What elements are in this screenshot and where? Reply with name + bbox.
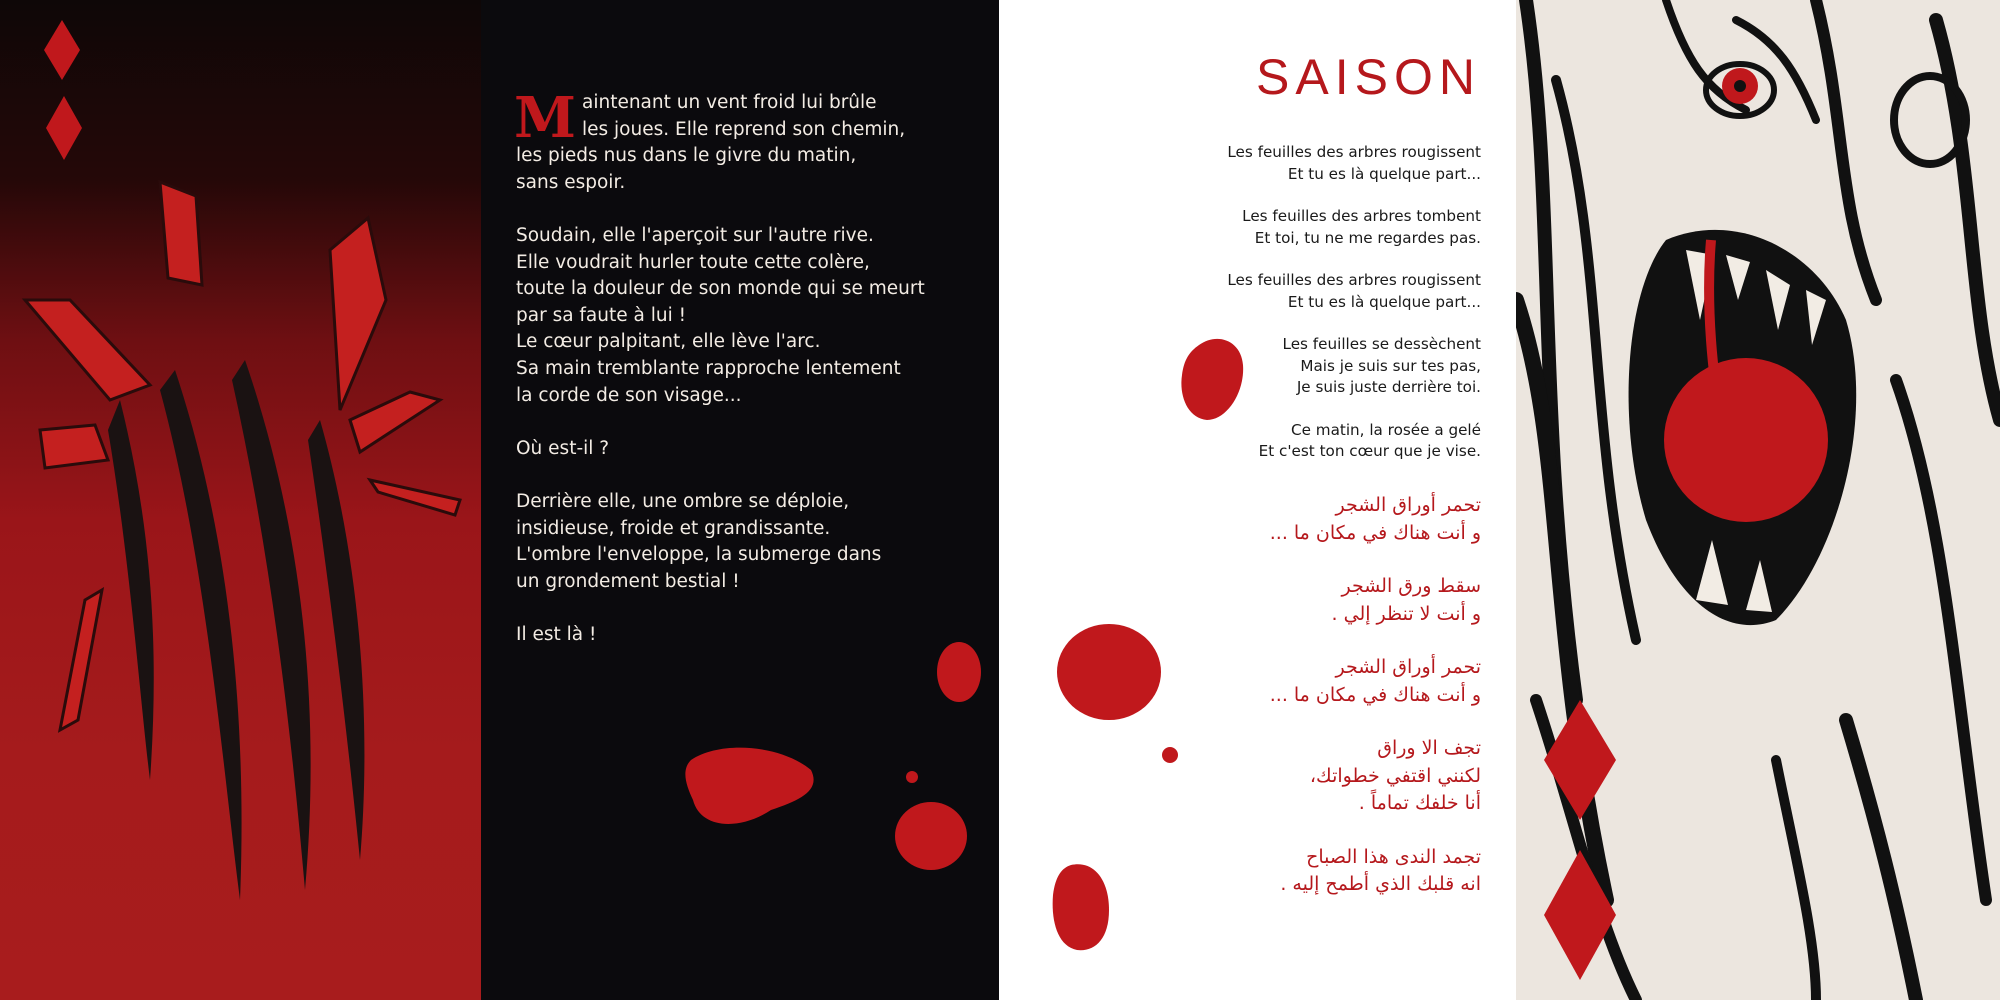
story-panel — [481, 0, 999, 1000]
poem-title: SAISON — [1256, 49, 1481, 105]
claw-illustration — [0, 0, 481, 1000]
french-stanza: Ce matin, la rosée a gelé Et c'est ton cœur que je vise. — [1258, 420, 1481, 460]
claw-mark-icon — [108, 360, 364, 900]
diamond-ornament-icon — [44, 20, 82, 160]
beast-illustration — [1516, 0, 2000, 1000]
beast-illustration-panel — [1516, 0, 2000, 1000]
french-stanzas — [1061, 142, 1481, 484]
arabic-stanza: تجف الا وراق لكنني اقتفي خطواتك، أنا خلفك تماماً . — [1309, 737, 1481, 814]
story-first-paragraph: aintenant un vent froid lui brûle les joues. Elle reprend son chemin, les pieds nus dans le givre du matin, sans espoir. — [516, 92, 906, 193]
splinter-shapes — [25, 182, 460, 730]
arabic-stanzas — [1061, 492, 1481, 925]
arabic-stanza: سقط ورق الشجر و أنت لا تنظر إلي . — [1331, 575, 1481, 625]
story-paragraph: Où est-il ? — [516, 437, 610, 459]
drop-cap: M — [514, 85, 576, 151]
blood-drop-icon — [937, 642, 981, 702]
french-stanza: Les feuilles des arbres rougissent Et tu es là quelque part... — [1227, 143, 1481, 183]
arabic-stanza: تحمر أوراق الشجر و أنت هناك في مكان ما ... — [1269, 656, 1481, 706]
story-paragraph: Il est là ! — [516, 623, 597, 645]
arabic-stanza: تجمد الندى هذا الصباح انه قلبك الذي أطمح إليه . — [1280, 845, 1481, 895]
french-stanza: Les feuilles des arbres tombent Et toi, tu ne me regardes pas. — [1242, 207, 1481, 247]
blood-drop-icon — [906, 771, 918, 783]
poem-panel — [999, 0, 1516, 1000]
blood-drop-icon — [895, 802, 967, 870]
beast-mouth — [1629, 230, 1857, 625]
french-stanza: Les feuilles se dessèchent Mais je suis sur tes pas, Je suis juste derrière toi. — [1282, 335, 1481, 396]
french-stanza: Les feuilles des arbres rougissent Et tu es là quelque part... — [1227, 271, 1481, 311]
blood-drop-icon — [685, 748, 813, 824]
story-paragraph: Derrière elle, une ombre se déploie, insidieuse, froide et grandissante. L'ombre l'enveloppe, la submerge dans un grondement bestial ! — [516, 490, 882, 592]
story-paragraph: Soudain, elle l'aperçoit sur l'autre rive. Elle voudrait hurler toute cette colère, toute la douleur de son monde qui se meurt par sa faute à lui ! Le cœur palpitant, elle lève l'arc. Sa main tremblante rapproche lentement la corde de son visage... — [516, 224, 925, 406]
blood-drops — [481, 0, 999, 1000]
arabic-stanza: تحمر أوراق الشجر و أنت هناك في مكان ما ... — [1269, 494, 1481, 544]
claw-illustration-panel — [0, 0, 481, 1000]
